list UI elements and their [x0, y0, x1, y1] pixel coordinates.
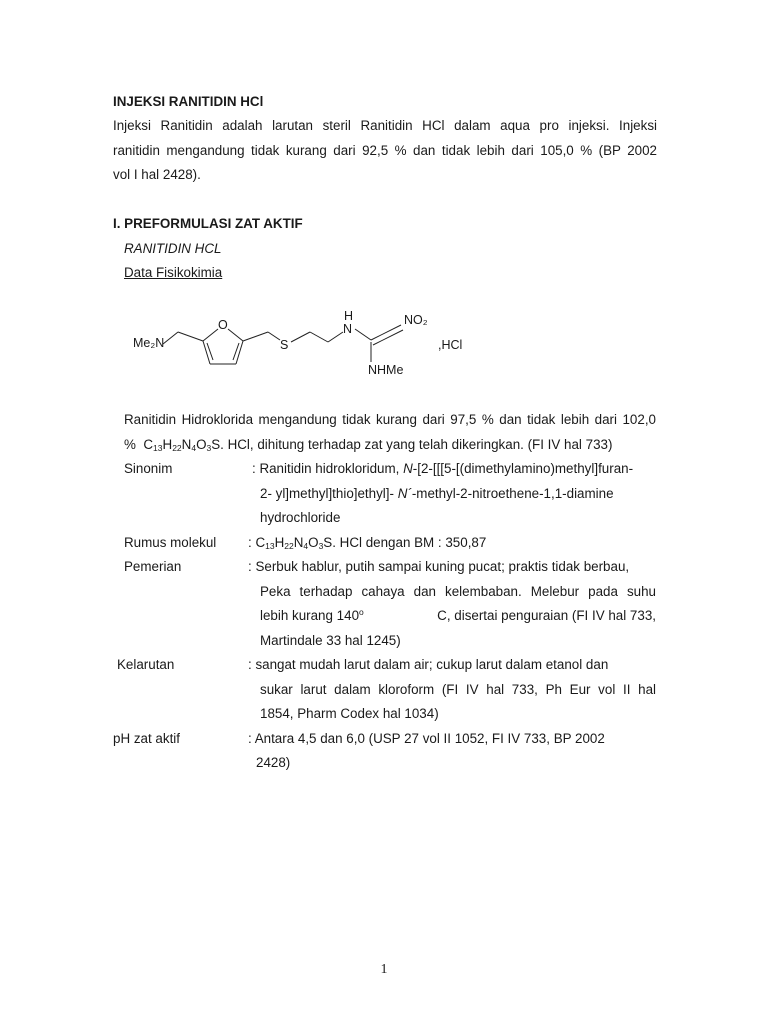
formula-n-sub: 4 — [191, 443, 197, 453]
sinonim-part: -[2-[[[5-[(dimethylamino)methyl]furan- — [412, 461, 634, 476]
intro-line-3: vol I hal 2428). — [113, 167, 201, 182]
sinonim-line-2 — [260, 486, 614, 501]
pemerian-line-3-b: C, disertai penguraian (FI IV hal 733, — [433, 608, 656, 623]
rumus-rest: S. HCl dengan BM : 350,87 — [323, 535, 487, 550]
rumus-n-sub: 4 — [303, 541, 309, 551]
pemerian-line-2: Peka terhadap cahaya dan kelembaban. Melebur pada suhu — [260, 584, 656, 599]
intro-line-2: ranitidin mengandung tidak kurang dari 92,5 % dan tidak lebih dari 105,0 % (BP 2002 — [113, 143, 657, 158]
formula-h: H — [162, 437, 173, 452]
formula-o: O — [196, 437, 207, 452]
sinonim-part: -methyl-2-nitroethene-1,1-diamine — [411, 486, 614, 501]
rumus-c: : C — [248, 535, 266, 550]
sinonim-part: 2- yl]methyl]thio]ethyl]- — [260, 486, 394, 501]
structure-n-label: N — [343, 322, 353, 336]
structure-me2n-label: Me₂N — [133, 336, 165, 350]
pemerian-label: Pemerian — [124, 559, 182, 574]
sinonim-line-1 — [252, 461, 633, 476]
structure-hcl-label: ,HCl — [438, 338, 463, 352]
pemerian-temp: lebih kurang 140 — [260, 608, 360, 623]
structure-nhme-label: NHMe — [368, 363, 404, 377]
substance-name: RANITIDIN HCL — [124, 241, 222, 256]
sinonim-n-prime-italic: N´ — [397, 486, 412, 501]
structure-o-label: O — [218, 318, 228, 332]
structure-h-label: H — [344, 309, 354, 323]
kelarutan-label: Kelarutan — [117, 657, 175, 672]
formula-o-sub: 3 — [206, 443, 212, 453]
kelarutan-line-2: sukar larut dalam kloroform (FI IV hal 733, Ph Eur vol II hal — [260, 682, 656, 697]
ph-label: pH zat aktif — [113, 731, 180, 746]
rumus-o-sub: 3 — [318, 541, 324, 551]
sinonim-line-3: hydrochloride — [260, 510, 341, 525]
formula-c: C — [143, 437, 154, 452]
rumus-h: H — [274, 535, 285, 550]
ph-line-1: : Antara 4,5 dan 6,0 (USP 27 vol II 1052, FI IV 733, BP 2002 — [248, 731, 605, 746]
structure-no2-label: NO₂ — [404, 313, 428, 327]
sinonim-label: Sinonim — [124, 461, 173, 476]
formula-c-sub: 13 — [153, 443, 163, 453]
formula-h-sub: 22 — [172, 443, 182, 453]
structure-s-label: S — [280, 338, 289, 352]
data-heading: Data Fisikokimia — [124, 265, 223, 280]
ph-line-2: 2428) — [256, 755, 291, 770]
page-number: 1 — [380, 962, 388, 977]
sinonim-part: : Ranitidin hidrokloridum, — [252, 461, 400, 476]
pemerian-line-1: : Serbuk hablur, putih sampai kuning pucat; praktis tidak berbau, — [248, 559, 630, 574]
rumus-o: O — [308, 535, 319, 550]
rumus-h-sub: 22 — [284, 541, 294, 551]
kelarutan-line-3: 1854, Pharm Codex hal 1034) — [260, 706, 439, 721]
pemerian-line-4: Martindale 33 hal 1245) — [260, 633, 401, 648]
section-heading: I. PREFORMULASI ZAT AKTIF — [113, 216, 303, 231]
content-line-2 — [124, 437, 612, 452]
degree-sup: o — [359, 607, 364, 617]
content-line-1: Ranitidin Hidroklorida mengandung tidak kurang dari 97,5 % dan tidak lebih dari 102,0 — [124, 412, 656, 427]
rumus-value — [248, 535, 486, 550]
sinonim-n-italic: N — [403, 461, 413, 476]
rumus-c-sub: 13 — [265, 541, 275, 551]
percent-sign: % — [124, 437, 136, 452]
document-title: INJEKSI RANITIDIN HCl — [113, 94, 264, 109]
pemerian-line-3 — [260, 608, 656, 623]
intro-line-1: Injeksi Ranitidin adalah larutan steril Ranitidin HCl dalam aqua pro injeksi. Injeksi — [113, 118, 657, 133]
ranitidine-structure — [128, 302, 488, 392]
kelarutan-line-1: : sangat mudah larut dalam air; cukup larut dalam etanol dan — [248, 657, 609, 672]
formula-n: N — [181, 437, 192, 452]
rumus-label: Rumus molekul — [124, 535, 217, 550]
rumus-n: N — [293, 535, 304, 550]
pemerian-line-3-a — [260, 608, 364, 623]
formula-rest: S. HCl, dihitung terhadap zat yang telah dikeringkan. (FI IV hal 733) — [211, 437, 613, 452]
